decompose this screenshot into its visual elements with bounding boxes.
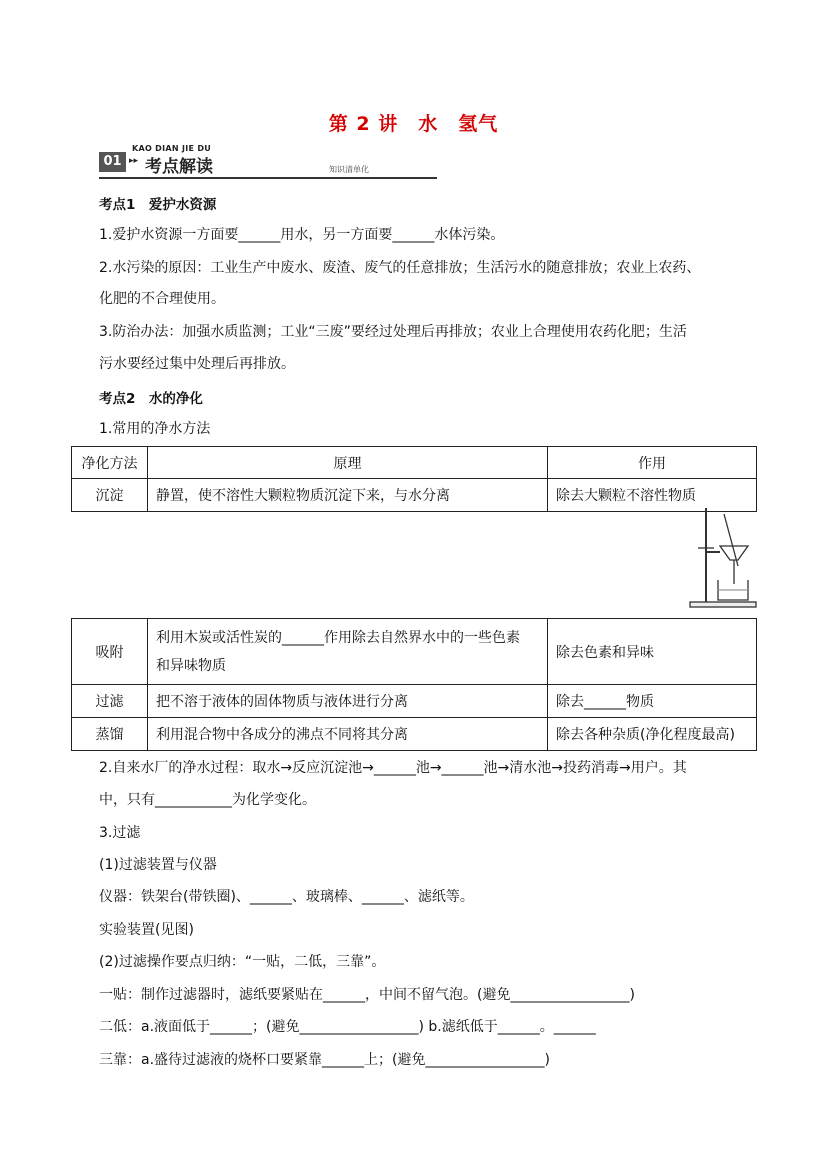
table-cell: 吸附 [72, 619, 148, 685]
table-cell: 蒸馏 [72, 718, 148, 751]
cell-text: 利用木炭或活性炭的______作用除去自然界水中的一些色素 [156, 629, 520, 646]
paragraph: 3.过滤 [99, 825, 141, 841]
paragraph: 1.常用的净水方法 [99, 421, 211, 437]
paragraph: 实验装置(见图) [99, 922, 194, 938]
section2-heading: 考点2 水的净化 [99, 391, 203, 407]
paragraph: 仪器：铁架台(带铁圈)、______、玻璃棒、______、滤纸等。 [99, 889, 474, 905]
table-cell: 静置，使不溶性大颗粒物质沉淀下来，与水分离 [148, 479, 548, 512]
paragraph: (1)过滤装置与仪器 [99, 857, 217, 873]
purification-table-body [71, 618, 757, 751]
table-cell: 除去色素和异味 [548, 619, 757, 685]
paragraph: (2)过滤操作要点归纳：“一贴，二低，三靠”。 [99, 954, 386, 970]
table-header-cell: 净化方法 [72, 447, 148, 479]
paragraph: 三靠：a.盛待过滤液的烧杯口要紧靠______上；(避免_________________) [99, 1052, 550, 1068]
table-header-cell: 原理 [148, 447, 548, 479]
paragraph: 二低：a.液面低于______；(避免_________________) b.滤纸低于______。______ [99, 1019, 596, 1035]
table-cell: 除去大颗粒不溶性物质 [548, 479, 757, 512]
paragraph: 一贴：制作过滤器时，滤纸要紧贴在______，中间不留气泡。(避免_________________) [99, 987, 635, 1003]
paragraph: 2.自来水厂的净水过程：取水→反应沉淀池→______池→______池→清水池→投药消毒→用户。其 [99, 760, 687, 776]
table-cell: 利用混合物中各成分的沸点不同将其分离 [148, 718, 548, 751]
table-header-cell: 作用 [548, 447, 757, 479]
table-cell [148, 619, 548, 685]
section1-heading: 考点1 爱护水资源 [99, 197, 217, 213]
table-cell: 除去______物质 [548, 685, 757, 718]
paragraph: 中，只有___________为化学变化。 [99, 792, 316, 808]
table-cell: 把不溶于液体的固体物质与液体进行分离 [148, 685, 548, 718]
banner-rule [99, 177, 437, 179]
paragraph: 污水要经过集中处理后再排放。 [99, 356, 295, 372]
banner-subtitle: 知识清单化 [329, 165, 369, 174]
purification-table-header [71, 446, 757, 512]
banner-number: 01 [99, 152, 126, 172]
section-banner [99, 144, 437, 180]
table-cell: 除去各种杂质(净化程度最高) [548, 718, 757, 751]
paragraph: 2.水污染的原因：工业生产中废水、废渣、废气的任意排放；生活污水的随意排放；农业上农药、 [99, 260, 701, 276]
filtration-apparatus-image [686, 504, 758, 612]
paragraph: 化肥的不合理使用。 [99, 291, 225, 307]
double-arrow-icon: ▸▸ [129, 156, 139, 166]
table-cell: 沉淀 [72, 479, 148, 512]
page-title: 第 2 讲 水 氢气 [328, 113, 499, 135]
table-cell: 过滤 [72, 685, 148, 718]
paragraph: 1.爱护水资源一方面要______用水，另一方面要______水体污染。 [99, 227, 505, 243]
banner-pinyin: KAO DIAN JIE DU [132, 144, 212, 153]
banner-label: 考点解读 [145, 157, 213, 177]
cell-text: 和异味物质 [156, 657, 226, 674]
paragraph: 3.防治办法：加强水质监测；工业“三废”要经过处理后再排放；农业上合理使用农药化肥；生活 [99, 324, 687, 340]
